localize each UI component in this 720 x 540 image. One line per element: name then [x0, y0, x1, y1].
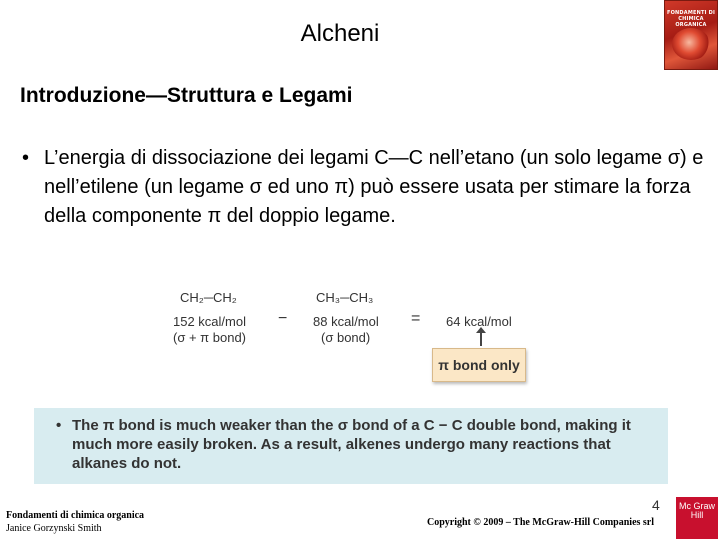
publisher-logo: Mc Graw Hill — [676, 497, 718, 539]
footer-book-title: Fondamenti di chimica organica — [6, 510, 145, 521]
page-number: 4 — [652, 497, 660, 513]
ethylene-energy: 152 kcal/mol — [173, 314, 246, 329]
footer-copyright: Copyright © 2009 – The McGraw-Hill Companies srl — [427, 517, 655, 528]
ethylene-formula: CH₂─CH₂ — [180, 290, 237, 305]
book-cover-image — [664, 0, 718, 70]
note-text: The π bond is much weaker than the σ bond of a C − C double bond, making it much more easily broken. As a result, alkenes undergo many reactions that alkanes do not. — [72, 417, 631, 472]
ethylene-bonds: (σ + π bond) — [173, 330, 246, 345]
note-box — [34, 408, 668, 484]
footer-author: Janice Gorzynski Smith — [6, 523, 102, 534]
cover-flower-graphic — [672, 28, 710, 60]
ethane-bonds: (σ bond) — [321, 330, 371, 345]
slide-title: Alcheni — [300, 20, 380, 47]
slide-subtitle: Introduzione—Struttura e Legami — [20, 84, 353, 107]
bullet-marker: • — [22, 147, 30, 169]
bullet-text: L’energia di dissociazione dei legami C—C nell’etano (un solo legame σ) e nell’etilene (un legame σ ed uno π) può essere usata per stimare la forza della componente π del doppio legame. — [44, 147, 704, 227]
book-cover-text: FONDAMENTI DI CHIMICA ORGANICA — [666, 10, 716, 28]
up-arrow-icon — [480, 332, 482, 346]
ethane-energy: 88 kcal/mol — [313, 314, 379, 329]
equals-sign: = — [411, 310, 421, 327]
minus-sign: − — [278, 310, 288, 327]
pi-bond-label: π bond only — [432, 348, 526, 382]
footer-book-info — [6, 509, 144, 535]
result-energy: 64 kcal/mol — [446, 314, 512, 329]
note-marker: • — [56, 417, 62, 434]
ethane-formula: CH₃─CH₃ — [316, 290, 374, 305]
